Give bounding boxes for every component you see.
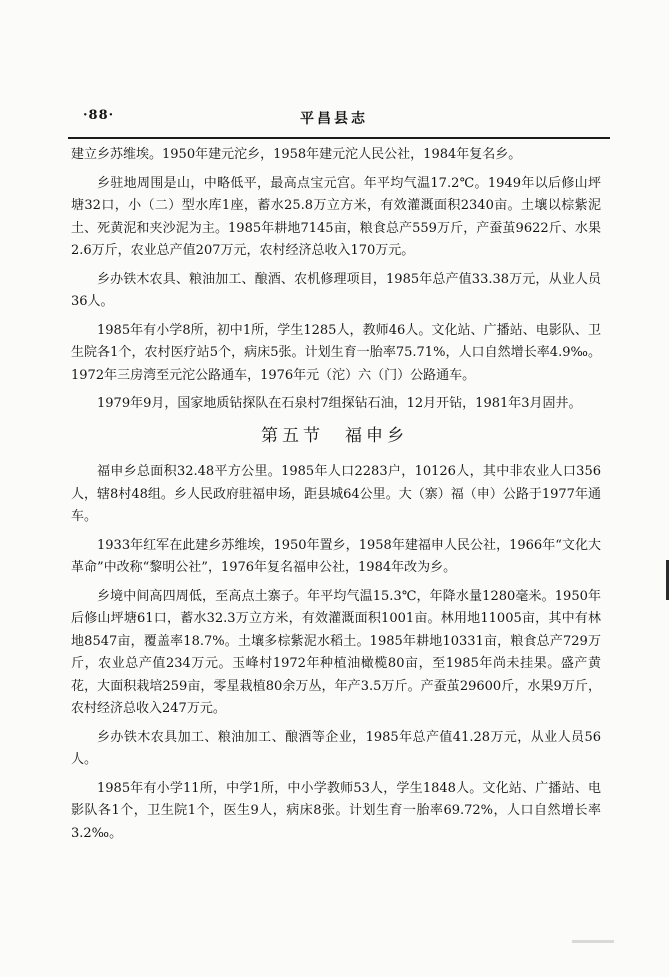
- section-two-text: [71, 461, 601, 851]
- header-divider: [68, 137, 610, 139]
- paragraph: 建立乡苏维埃。1950年建元沱乡，1958年建元沱人民公社，1984年复名乡。: [71, 147, 522, 162]
- paragraph: 乡驻地周围是山，中略低平，最高点宝元宫。年平均气温17.2℃。1949年以后修山坪塘32口，小（二）型水库1座，蓄水25.8万立方米，有效灌溉面积2340亩。土壤以棕紫泥土、死黄泥和夹沙泥为主。1985年耕地7145亩，粮食总产559万斤，产蚕茧9622斤、水果2.6万斤，农业总产值207万元，农村经济总收入170万元。: [71, 175, 601, 258]
- running-header-title: 平昌县志: [300, 111, 368, 127]
- paragraph: 1985年有小学8所，初中1所，学生1285人，教师46人。文化站、广播站、电影队、卫生院各1个，农村医疗站5个，病床5张。计划生育一胎率75.71%，人口自然增长率4.9‰。1972年三房湾至元沱公路通车，1976年元（沱）六（门）公路通车。: [71, 322, 601, 383]
- paragraph: 乡境中间高四周低，至高点土寨子。年平均气温15.3℃，年降水量1280毫米。1950年后修山坪塘61口，蓄水32.3万立方米，有效灌溉面积1001亩。林用地11005亩，其中有林地8547亩，覆盖率18.7%。土壤多棕紫泥水稻土。1985年耕地10331亩，粮食总产729万斤，农业总产值234万元。玉峰村1972年种植油橄榄80亩，至1985年尚未挂果。盛产黄花，大面积栽培259亩，零星栽植80余万丛，年产3.5万斤。产蚕茧29600斤，水果9万斤，农村经济总收入247万元。: [71, 588, 601, 716]
- paragraph: 1979年9月，国家地质钻探队在石泉村7组探钻石油，12月开钻，1981年3月固井。: [97, 396, 582, 411]
- paragraph: 福申乡总面积32.48平方公里。1985年人口2283户，10126人，其中非农业人口356人，辖8村48组。乡人民政府驻福申场，距县城64公里。大（寨）福（申）公路于1977年通车。: [71, 464, 601, 524]
- paragraph: 乡办铁木农具、粮油加工、酿酒、农机修理项目，1985年总产值33.38万元，从业人员36人。: [71, 271, 601, 309]
- paragraph: 乡办铁木农具加工、粮油加工、酿酒等企业，1985年总产值41.28万元，从业人员56人。: [71, 729, 601, 767]
- scan-smudge: [572, 940, 614, 943]
- paragraph: 1933年红军在此建乡苏维埃，1950年置乡，1958年建福申人民公社，1966年“文化大革命”中改称“黎明公社”，1976年复名福申公社，1984年改为乡。: [71, 537, 601, 575]
- section-heading: 第五节 福申乡: [261, 426, 408, 446]
- page-number: ·88·: [83, 108, 115, 123]
- paragraph: 1985年有小学11所，中学1所，中小学教师53人，学生1848人。文化站、广播站、电影队各1个，卫生院1个，医生9人，病床8张。计划生育一胎率69.72%，人口自然增长率3.2‰。: [71, 780, 601, 841]
- section-one-text: [71, 144, 601, 422]
